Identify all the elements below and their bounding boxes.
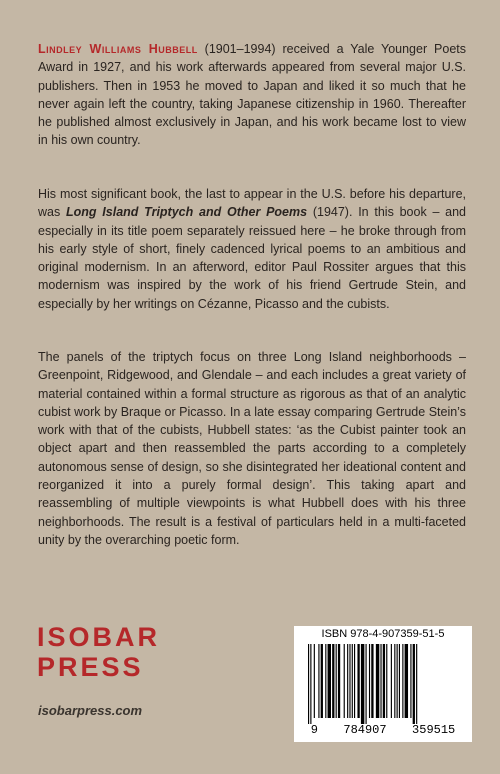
paragraph-2-after: (1947). In this book – and especially in its title poem separately reissued here – he broke through from his early style of short, finely cadenced lyrical poems to an ambitious and original modernism. In an afterword, editor Paul Rossiter argues that this modernism was inspired by the work of his friend Gertrude Stein, and especially by her writings on Cézanne, Picasso and the cubists. xyxy=(38,205,467,311)
barcode-bar xyxy=(399,644,400,718)
barcode-bar xyxy=(321,644,323,718)
barcode-bar xyxy=(357,644,359,718)
barcode-bar xyxy=(328,644,331,718)
barcode-group-1: 784907 xyxy=(343,723,387,737)
isbn-number: ISBN 978-4-907359-51-5 xyxy=(321,628,445,640)
barcode-bar xyxy=(308,644,309,724)
barcode-bar xyxy=(391,644,392,718)
barcode-digits xyxy=(294,723,472,737)
barcode-bar xyxy=(318,644,319,718)
paragraph-1-text: (1901–1994) received a Yale Younger Poets Award in 1927, and his work afterwards appeared from several major U.S. publishers. Then in 1953 he moved to Japan and liked it so much that he never again left the country, taking Japanese citizenship in 1960. Thereafter he published almost exclusively in Japan, and his work became lost to view in his own country. xyxy=(38,42,466,148)
barcode-bar xyxy=(369,644,370,718)
barcode-bar xyxy=(366,644,367,724)
barcode-bar xyxy=(383,644,385,718)
blurb-paragraph-1 xyxy=(38,40,466,150)
barcode-bar xyxy=(376,644,379,718)
barcode-bar xyxy=(314,644,315,718)
barcode-bar xyxy=(405,644,408,718)
publisher-line-1: ISOBAR xyxy=(37,622,161,652)
isbn-barcode xyxy=(294,626,472,742)
author-name: Lindley Williams Hubbell xyxy=(38,42,198,56)
barcode-bar xyxy=(336,644,337,718)
barcode-bar xyxy=(347,644,348,718)
barcode-bar xyxy=(354,644,355,718)
barcode-bar xyxy=(397,644,398,718)
publisher-logo xyxy=(37,622,160,682)
barcode-bar xyxy=(344,644,345,718)
barcode-bar xyxy=(310,644,311,724)
blurb-paragraph-2 xyxy=(38,185,466,313)
barcode-bar xyxy=(361,644,364,724)
barcode-bar xyxy=(410,644,411,718)
barcode-bars xyxy=(308,644,458,724)
publisher-website: isobarpress.com xyxy=(38,703,143,718)
barcode-bar xyxy=(349,644,350,718)
book-title: Long Island Triptych and Other Poems xyxy=(66,205,308,220)
barcode-bar xyxy=(371,644,373,718)
barcode-bar xyxy=(402,644,403,718)
barcode-group-2: 359515 xyxy=(412,723,456,737)
barcode-bar xyxy=(332,644,334,718)
barcode-bar xyxy=(338,644,340,718)
barcode-bar xyxy=(413,644,415,724)
barcode-bar xyxy=(386,644,387,718)
paragraph-2-before: His most significant book, the last to appear in the U.S. before his departure, was xyxy=(38,187,466,220)
barcode-bar xyxy=(394,644,395,718)
blurb-paragraph-3 xyxy=(38,348,466,549)
paragraph-3-text: The panels of the triptych focus on three Long Island neighborhoods – Greenpoint, Ridgewood, and Glendale – and each includes a great variety of material contained within a formal structure as rigorous as that of an analytic cubist work by Braque or Picasso. In a late essay comparing Gertrude Stein’s work with that of the cubists, Hubbell states: ‘as the Cubist painter took an object apart and then reassembled the parts according to a completely autonomous sense of design, so she disintegrated her ideational content and reorganized it into a purely formal design’. This taking apart and reassembling of multiple viewpoints is what Hubbell does with his three neighborhoods. The result is a festival of particulars held in a multi-faceted unity by the overarching poetic form. xyxy=(38,350,466,547)
barcode-first-digit: 9 xyxy=(310,723,318,737)
barcode-bar xyxy=(416,644,417,724)
barcode-bar xyxy=(352,644,353,718)
publisher-line-2: PRESS xyxy=(37,652,144,682)
barcode-bar xyxy=(325,644,326,718)
barcode-bar xyxy=(380,644,381,718)
